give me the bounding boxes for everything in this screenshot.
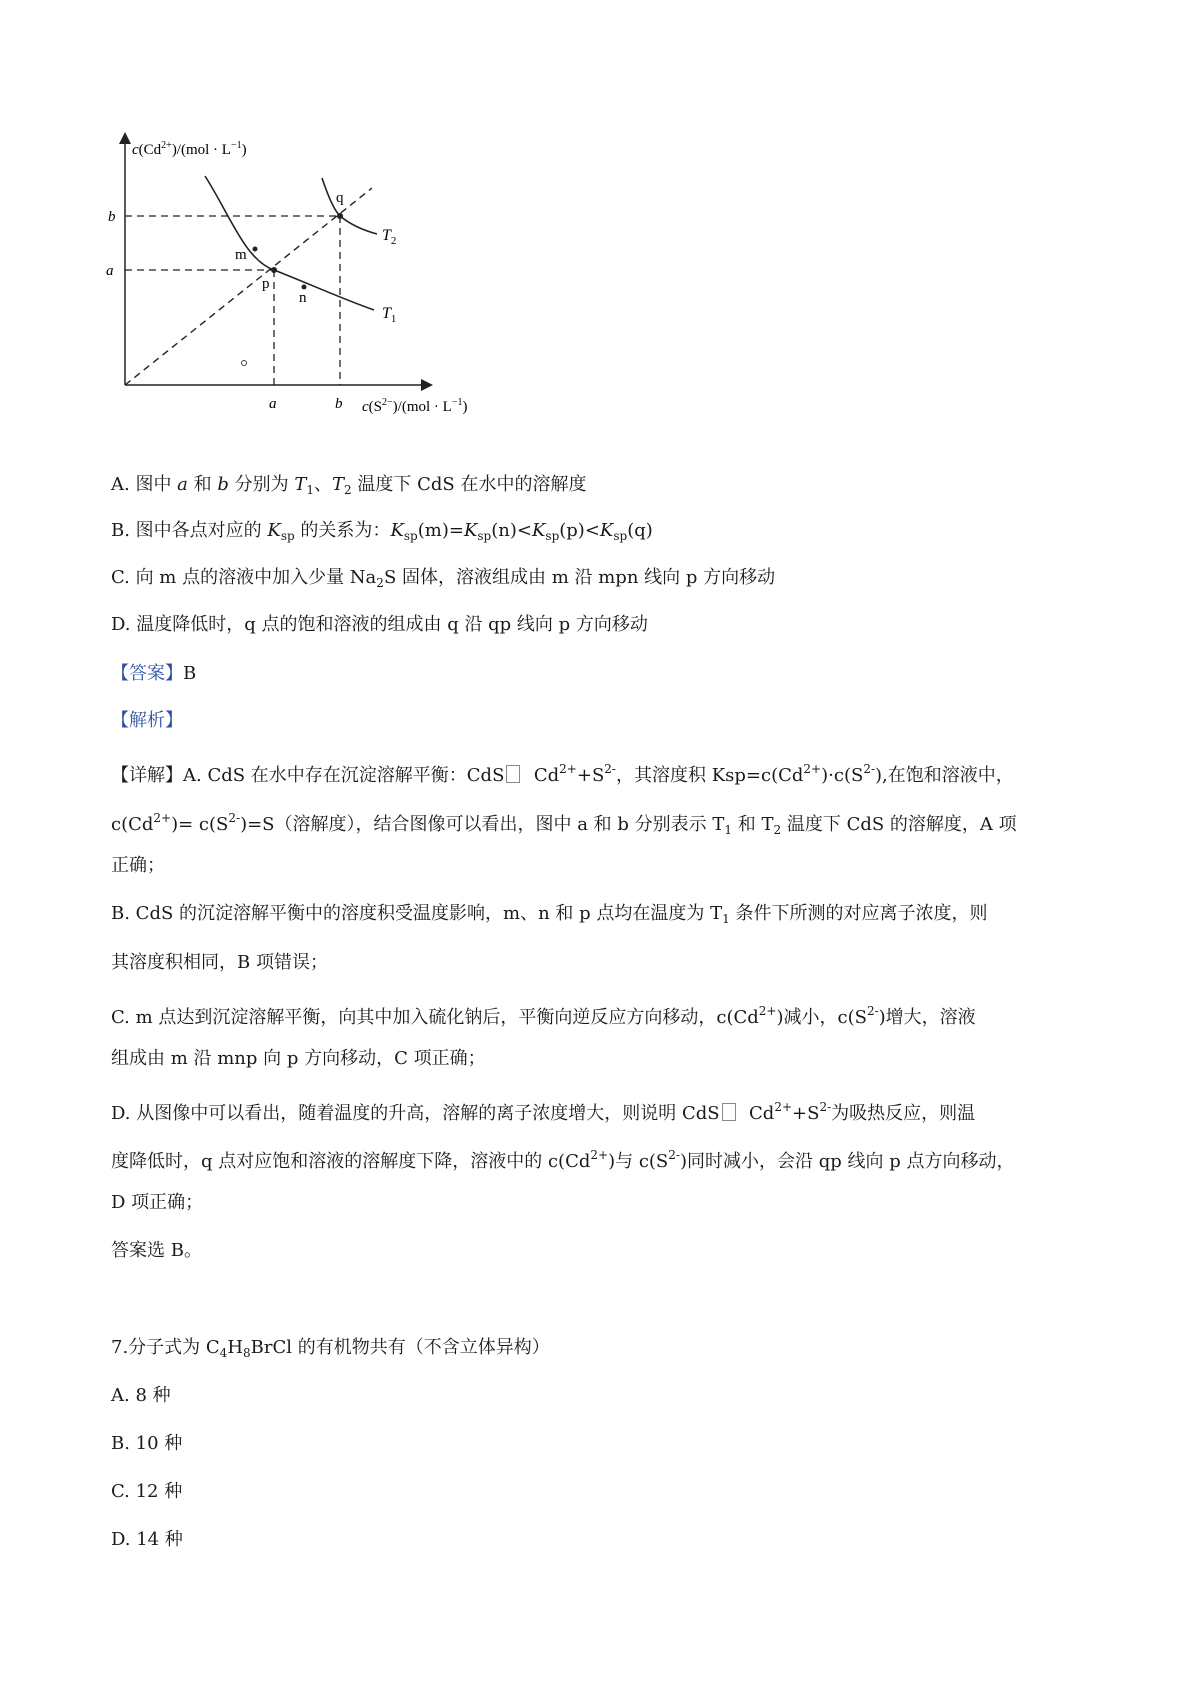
label-p: p bbox=[262, 276, 270, 292]
q6-option-b: B. 图中各点对应的 $K_{sp}$ 的关系为：$K_{sp}(m)=K_{sp}(n)<K_{sp}(p)<K_{sp}(q)$ bbox=[111, 520, 653, 543]
q7-option-c: C. 12 种 bbox=[111, 1481, 183, 1502]
detail-line-2: $c(Cd^{2+})= c(S^{2-})=S$（溶解度），结合图像可以看出，图中 a 和 b 分别表示 $T_1$ 和 $T_2$ 温度下 CdS 的溶解度，A 项 bbox=[111, 811, 1017, 837]
curve-T1 bbox=[205, 176, 374, 310]
diagonal-dashed-line bbox=[125, 188, 372, 385]
q7-option-b: B. 10 种 bbox=[111, 1433, 183, 1454]
label-T2: $T_2$ bbox=[382, 227, 397, 247]
answer-line: 【答案】B bbox=[111, 663, 197, 684]
label-m: m bbox=[235, 247, 247, 263]
analysis-tag: 【解析】 bbox=[111, 710, 183, 731]
detail-line-1: 【详解】A. CdS 在水中存在沉淀溶解平衡：CdS $Cd^{2+}+S^{2-}$，其溶度积 $Ksp=c(Cd^{2+})\cdot c(S^{2-})$,在饱和溶液中， bbox=[111, 762, 1014, 786]
equilibrium-arrow-glyph bbox=[506, 765, 520, 783]
q7-option-a: A. 8 种 bbox=[111, 1385, 171, 1406]
detail-line-11: 答案选 B。 bbox=[111, 1240, 202, 1261]
q7-stem: 7.分子式为 $C_4H_8BrCl$ 的有机物共有（不含立体异构） bbox=[111, 1337, 550, 1360]
q6-option-c: C. 向 m 点的溶液中加入少量 $Na_2S$ 固体，溶液组成由 m 沿 mpn 线向 p 方向移动 bbox=[111, 567, 776, 590]
point-p bbox=[271, 267, 277, 273]
x-tick-a: a bbox=[269, 396, 277, 412]
detail-line-9: 度降低时，q 点对应饱和溶液的溶解度下降，溶液中的 $c(Cd^{2+})$与 $c(S^{2-})$同时减小，会沿 qp 线向 p 点方向移动， bbox=[111, 1148, 1015, 1172]
detail-line-3: 正确； bbox=[111, 855, 165, 876]
x-axis-label: $c(S^{2-})/(mol \cdot L^{-1})$ bbox=[362, 397, 468, 415]
q6-option-a: A. 图中 a 和 b 分别为 $T_1$、$T_2$ 温度下 CdS 在水中的溶解度 bbox=[111, 474, 587, 497]
detail-line-7: 组成由 m 沿 mnp 向 p 方向移动，C 项正确； bbox=[111, 1048, 486, 1069]
x-tick-b: b bbox=[335, 396, 343, 412]
point-n bbox=[302, 285, 307, 290]
y-tick-a: a bbox=[106, 263, 114, 279]
curve-T2 bbox=[322, 178, 377, 234]
q7-option-d: D. 14 种 bbox=[111, 1529, 183, 1550]
y-tick-b: b bbox=[108, 209, 116, 225]
point-m bbox=[253, 247, 258, 252]
point-q bbox=[337, 213, 343, 219]
solubility-equilibrium-graph bbox=[100, 130, 520, 470]
detail-line-5: 其溶度积相同，B 项错误； bbox=[111, 952, 328, 973]
label-T1: $T_1$ bbox=[382, 305, 397, 325]
detail-line-6: C. m 点达到沉淀溶解平衡，向其中加入硫化钠后，平衡向逆反应方向移动，$c(Cd^{2+})$减小，$c(S^{2-})$增大，溶液 bbox=[111, 1004, 976, 1028]
detail-line-10: D 项正确； bbox=[111, 1192, 204, 1213]
label-q: q bbox=[336, 190, 344, 206]
detail-line-8: D. 从图像中可以看出，随着温度的升高，溶解的离子浓度增大，则说明 CdS $Cd^{2+}+S^{2-}$为吸热反应，则温 bbox=[111, 1100, 976, 1124]
y-axis-label: $c(Cd^{2+})/(mol \cdot L^{-1})$ bbox=[132, 140, 247, 158]
q6-option-d: D. 温度降低时，q 点的饱和溶液的组成由 q 沿 qp 线向 p 方向移动 bbox=[111, 614, 648, 635]
detail-line-4: B. CdS 的沉淀溶解平衡中的溶度积受温度影响，m、n 和 p 点均在温度为 $T_1$ 条件下所测的对应离子浓度，则 bbox=[111, 903, 988, 926]
small-circle-mark bbox=[242, 361, 247, 366]
equilibrium-arrow-glyph bbox=[722, 1103, 736, 1121]
label-n: n bbox=[299, 290, 307, 306]
answer-tag: 【答案】 bbox=[111, 663, 183, 684]
